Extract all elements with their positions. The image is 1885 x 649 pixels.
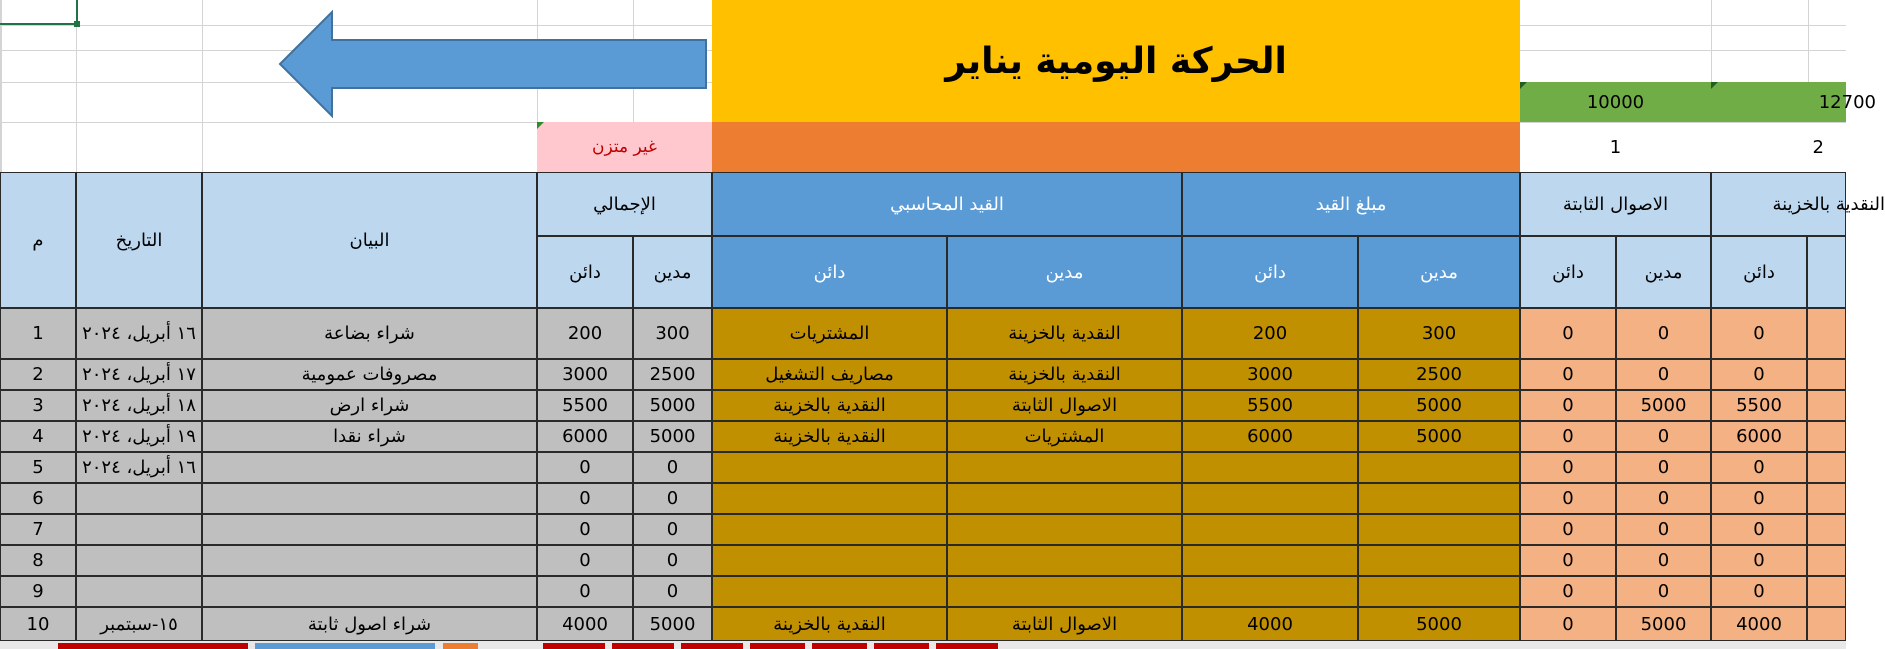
cell-journal-debit[interactable]: الاصوال الثابتة	[947, 390, 1182, 421]
sub-amount-credit[interactable]: دائن	[1182, 236, 1358, 308]
orange-band	[712, 122, 1520, 172]
sheet-tab-1[interactable]	[58, 643, 248, 649]
cell-date[interactable]	[76, 576, 202, 607]
cell-total-debit[interactable]: 5000	[633, 421, 712, 452]
cell-amount-debit[interactable]	[1358, 576, 1520, 607]
cell-cash-debit[interactable]	[1807, 514, 1846, 545]
sheet-tab-2[interactable]	[255, 643, 435, 649]
cell-cash-debit[interactable]	[1807, 390, 1846, 421]
cell-fa-credit[interactable]: 0	[1520, 390, 1616, 421]
sheet-tab-3[interactable]	[443, 643, 478, 649]
cell-amount-debit[interactable]: 300	[1358, 308, 1520, 359]
sub-total-debit[interactable]: مدين	[633, 236, 712, 308]
sub-cash-credit[interactable]: دائن	[1711, 236, 1807, 308]
cell-amount-credit[interactable]: 4000	[1182, 607, 1358, 641]
sub-journal-debit[interactable]: مدين	[947, 236, 1182, 308]
cell-fa-credit[interactable]: 0	[1520, 452, 1616, 483]
cell-m[interactable]: 9	[0, 576, 76, 607]
cell-amount-debit[interactable]	[1358, 483, 1520, 514]
cell-date[interactable]	[76, 483, 202, 514]
cell-cash-credit[interactable]: 5500	[1711, 390, 1807, 421]
cell-cash-debit[interactable]	[1807, 576, 1846, 607]
page-title: الحركة اليومية يناير	[945, 40, 1287, 82]
index-cell-1[interactable]: 1	[1609, 136, 1622, 158]
left-arrow-icon[interactable]	[278, 10, 710, 118]
cell-amount-debit[interactable]: 5000	[1358, 421, 1520, 452]
cell-journal-debit[interactable]	[947, 576, 1182, 607]
comment-marker	[537, 122, 544, 129]
cell-statement[interactable]	[202, 452, 537, 483]
cell-date[interactable]: ١٦ أبريل، ٢٠٢٤	[76, 308, 202, 359]
cell-total-credit[interactable]: 0	[537, 452, 633, 483]
cell-statement[interactable]	[202, 514, 537, 545]
cell-cash-credit[interactable]: 0	[1711, 576, 1807, 607]
cell-amount-debit[interactable]	[1358, 514, 1520, 545]
cell-fa-debit[interactable]: 5000	[1616, 607, 1711, 641]
cell-journal-credit[interactable]	[712, 452, 947, 483]
cell-amount-credit[interactable]: 5500	[1182, 390, 1358, 421]
cell-amount-credit[interactable]: 200	[1182, 308, 1358, 359]
cell-fa-debit[interactable]: 0	[1616, 514, 1711, 545]
cell-fa-credit[interactable]: 0	[1520, 483, 1616, 514]
cell-journal-credit[interactable]	[712, 545, 947, 576]
cell-cash-credit[interactable]: 0	[1711, 452, 1807, 483]
cell-date[interactable]: ١٨ أبريل، ٢٠٢٤	[76, 390, 202, 421]
cell-cash-credit[interactable]: 0	[1711, 514, 1807, 545]
cell-amount-credit[interactable]	[1182, 545, 1358, 576]
sheet-tab-7[interactable]	[750, 643, 805, 649]
header-date[interactable]: التاريخ	[76, 172, 202, 308]
cell-cash-debit[interactable]	[1807, 421, 1846, 452]
cell-amount-credit[interactable]	[1182, 514, 1358, 545]
cell-m[interactable]: 4	[0, 421, 76, 452]
cell-amount-debit[interactable]	[1358, 545, 1520, 576]
cell-date[interactable]: ١٥-سبتمبر	[76, 607, 202, 641]
cell-statement[interactable]: شراء نقدا	[202, 421, 537, 452]
cell-fa-debit[interactable]: 0	[1616, 308, 1711, 359]
cell-total-credit[interactable]: 0	[537, 576, 633, 607]
cell-date[interactable]	[76, 545, 202, 576]
cell-date[interactable]	[76, 514, 202, 545]
sub-fa-debit[interactable]: مدين	[1616, 236, 1711, 308]
cell-fa-credit[interactable]: 0	[1520, 359, 1616, 390]
cell-cash-credit[interactable]: 0	[1711, 308, 1807, 359]
cell-cash-credit[interactable]: 4000	[1711, 607, 1807, 641]
cell-fa-debit[interactable]: 5000	[1616, 390, 1711, 421]
sub-total-credit[interactable]: دائن	[537, 236, 633, 308]
cell-m[interactable]: 8	[0, 545, 76, 576]
cell-statement[interactable]: شراء بضاعة	[202, 308, 537, 359]
cell-amount-debit[interactable]: 2500	[1358, 359, 1520, 390]
cell-amount-credit[interactable]	[1182, 483, 1358, 514]
cell-total-credit[interactable]: 0	[537, 514, 633, 545]
cell-journal-debit[interactable]	[947, 514, 1182, 545]
selected-cell[interactable]	[0, 0, 78, 25]
cell-amount-credit[interactable]: 3000	[1182, 359, 1358, 390]
cell-statement[interactable]	[202, 483, 537, 514]
sheet-tab-9[interactable]	[874, 643, 929, 649]
cell-amount-debit[interactable]: 5000	[1358, 390, 1520, 421]
cell-total-credit[interactable]: 200	[537, 308, 633, 359]
header-total[interactable]: الإجمالي	[537, 172, 712, 236]
sub-fa-credit[interactable]: دائن	[1520, 236, 1616, 308]
cell-journal-debit[interactable]: النقدية بالخزينة	[947, 308, 1182, 359]
marker	[1520, 82, 1527, 89]
cell-cash-debit[interactable]	[1807, 483, 1846, 514]
value-cell-1[interactable]: 10000	[1520, 82, 1711, 122]
balance-status-cell[interactable]	[537, 122, 712, 172]
cell-fa-credit[interactable]: 0	[1520, 421, 1616, 452]
cell-m[interactable]: 1	[0, 308, 76, 359]
balance-status: غير متزن	[592, 137, 657, 157]
cell-fa-debit[interactable]: 0	[1616, 576, 1711, 607]
cell-m[interactable]: 6	[0, 483, 76, 514]
cell-journal-debit[interactable]: المشتريات	[947, 421, 1182, 452]
header-amount[interactable]: مبلغ القيد	[1182, 172, 1520, 236]
cell-fa-credit[interactable]: 0	[1520, 607, 1616, 641]
cell-total-debit[interactable]: 5000	[633, 607, 712, 641]
cell-cash-debit[interactable]	[1807, 452, 1846, 483]
cell-journal-debit[interactable]: النقدية بالخزينة	[947, 359, 1182, 390]
cell-total-debit[interactable]: 0	[633, 545, 712, 576]
cell-cash-credit[interactable]: 0	[1711, 545, 1807, 576]
title-banner	[712, 0, 1520, 122]
sub-cash-debit[interactable]	[1807, 236, 1846, 308]
header-fixed-assets[interactable]: الاصوال الثابتة	[1520, 172, 1711, 236]
sheet-tab-8[interactable]	[812, 643, 867, 649]
cell-total-credit[interactable]: 0	[537, 545, 633, 576]
cell-cash-credit[interactable]: 0	[1711, 483, 1807, 514]
cell-m[interactable]: 2	[0, 359, 76, 390]
sub-amount-debit[interactable]: مدين	[1358, 236, 1520, 308]
cell-total-credit[interactable]: 6000	[537, 421, 633, 452]
cell-journal-debit[interactable]: الاصوال الثابتة	[947, 607, 1182, 641]
cell-m[interactable]: 3	[0, 390, 76, 421]
sheet-tab-10[interactable]	[936, 643, 998, 649]
cell-statement[interactable]: شراء اصول ثابتة	[202, 607, 537, 641]
cell-journal-credit[interactable]: النقدية بالخزينة	[712, 421, 947, 452]
cell-statement[interactable]	[202, 576, 537, 607]
sub-journal-credit[interactable]: دائن	[712, 236, 947, 308]
cell-total-debit[interactable]: 300	[633, 308, 712, 359]
cell-total-credit[interactable]: 3000	[537, 359, 633, 390]
cell-statement[interactable]: مصروفات عمومية	[202, 359, 537, 390]
cell-journal-credit[interactable]	[712, 514, 947, 545]
cell-journal-credit[interactable]: مصاريف التشغيل	[712, 359, 947, 390]
cell-total-debit[interactable]: 2500	[633, 359, 712, 390]
cell-journal-debit[interactable]	[947, 545, 1182, 576]
cell-statement[interactable]: شراء ارض	[202, 390, 537, 421]
cell-journal-credit[interactable]	[712, 483, 947, 514]
cell-fa-debit[interactable]: 0	[1616, 483, 1711, 514]
cell-journal-debit[interactable]	[947, 452, 1182, 483]
cell-total-debit[interactable]: 5000	[633, 390, 712, 421]
sheet-tab-4[interactable]	[543, 643, 605, 649]
cell-cash-credit[interactable]: 0	[1711, 359, 1807, 390]
fill-handle[interactable]	[74, 21, 80, 27]
cell-fa-debit[interactable]: 0	[1616, 452, 1711, 483]
header-statement[interactable]: البيان	[202, 172, 537, 308]
header-journal[interactable]: القيد المحاسبي	[712, 172, 1182, 236]
cell-journal-credit[interactable]: النقدية بالخزينة	[712, 607, 947, 641]
cell-date[interactable]: ١٩ أبريل، ٢٠٢٤	[76, 421, 202, 452]
cell-total-credit[interactable]: 0	[537, 483, 633, 514]
sheet-tab-6[interactable]	[681, 643, 743, 649]
cell-amount-credit[interactable]	[1182, 576, 1358, 607]
cell-total-credit[interactable]: 5500	[537, 390, 633, 421]
value-cell-2[interactable]: 12700	[1711, 82, 1846, 122]
cell-fa-debit[interactable]: 0	[1616, 359, 1711, 390]
cell-journal-credit[interactable]	[712, 576, 947, 607]
cell-date[interactable]: ١٧ أبريل، ٢٠٢٤	[76, 359, 202, 390]
marker	[1711, 82, 1718, 89]
cell-cash-debit[interactable]	[1807, 607, 1846, 641]
cell-fa-credit[interactable]: 0	[1520, 514, 1616, 545]
cell-journal-debit[interactable]	[947, 483, 1182, 514]
cell-cash-debit[interactable]	[1807, 308, 1846, 359]
index-cell-2[interactable]: 2	[1812, 136, 1824, 158]
cell-total-debit[interactable]: 0	[633, 514, 712, 545]
cell-m[interactable]: 7	[0, 514, 76, 545]
cell-amount-debit[interactable]: 5000	[1358, 607, 1520, 641]
header-m[interactable]: م	[0, 172, 76, 308]
cell-amount-debit[interactable]	[1358, 452, 1520, 483]
cell-journal-credit[interactable]: المشتريات	[712, 308, 947, 359]
cell-fa-credit[interactable]: 0	[1520, 545, 1616, 576]
cell-cash-credit[interactable]: 6000	[1711, 421, 1807, 452]
cell-journal-credit[interactable]: النقدية بالخزينة	[712, 390, 947, 421]
cell-date[interactable]: ١٦ أبريل، ٢٠٢٤	[76, 452, 202, 483]
cell-fa-credit[interactable]: 0	[1520, 308, 1616, 359]
cell-m[interactable]: 5	[0, 452, 76, 483]
cell-fa-debit[interactable]: 0	[1616, 421, 1711, 452]
cell-total-credit[interactable]: 4000	[537, 607, 633, 641]
cell-amount-credit[interactable]: 6000	[1182, 421, 1358, 452]
cell-total-debit[interactable]: 0	[633, 452, 712, 483]
cell-total-debit[interactable]: 0	[633, 576, 712, 607]
cell-total-debit[interactable]: 0	[633, 483, 712, 514]
sheet-tab-5[interactable]	[612, 643, 674, 649]
cell-cash-debit[interactable]	[1807, 545, 1846, 576]
cell-fa-debit[interactable]: 0	[1616, 545, 1711, 576]
cell-statement[interactable]	[202, 545, 537, 576]
cell-cash-debit[interactable]	[1807, 359, 1846, 390]
cell-m[interactable]: 10	[0, 607, 76, 641]
cell-amount-credit[interactable]	[1182, 452, 1358, 483]
header-cash[interactable]: النقدية بالخزينة	[1711, 172, 1846, 236]
cell-fa-credit[interactable]: 0	[1520, 576, 1616, 607]
